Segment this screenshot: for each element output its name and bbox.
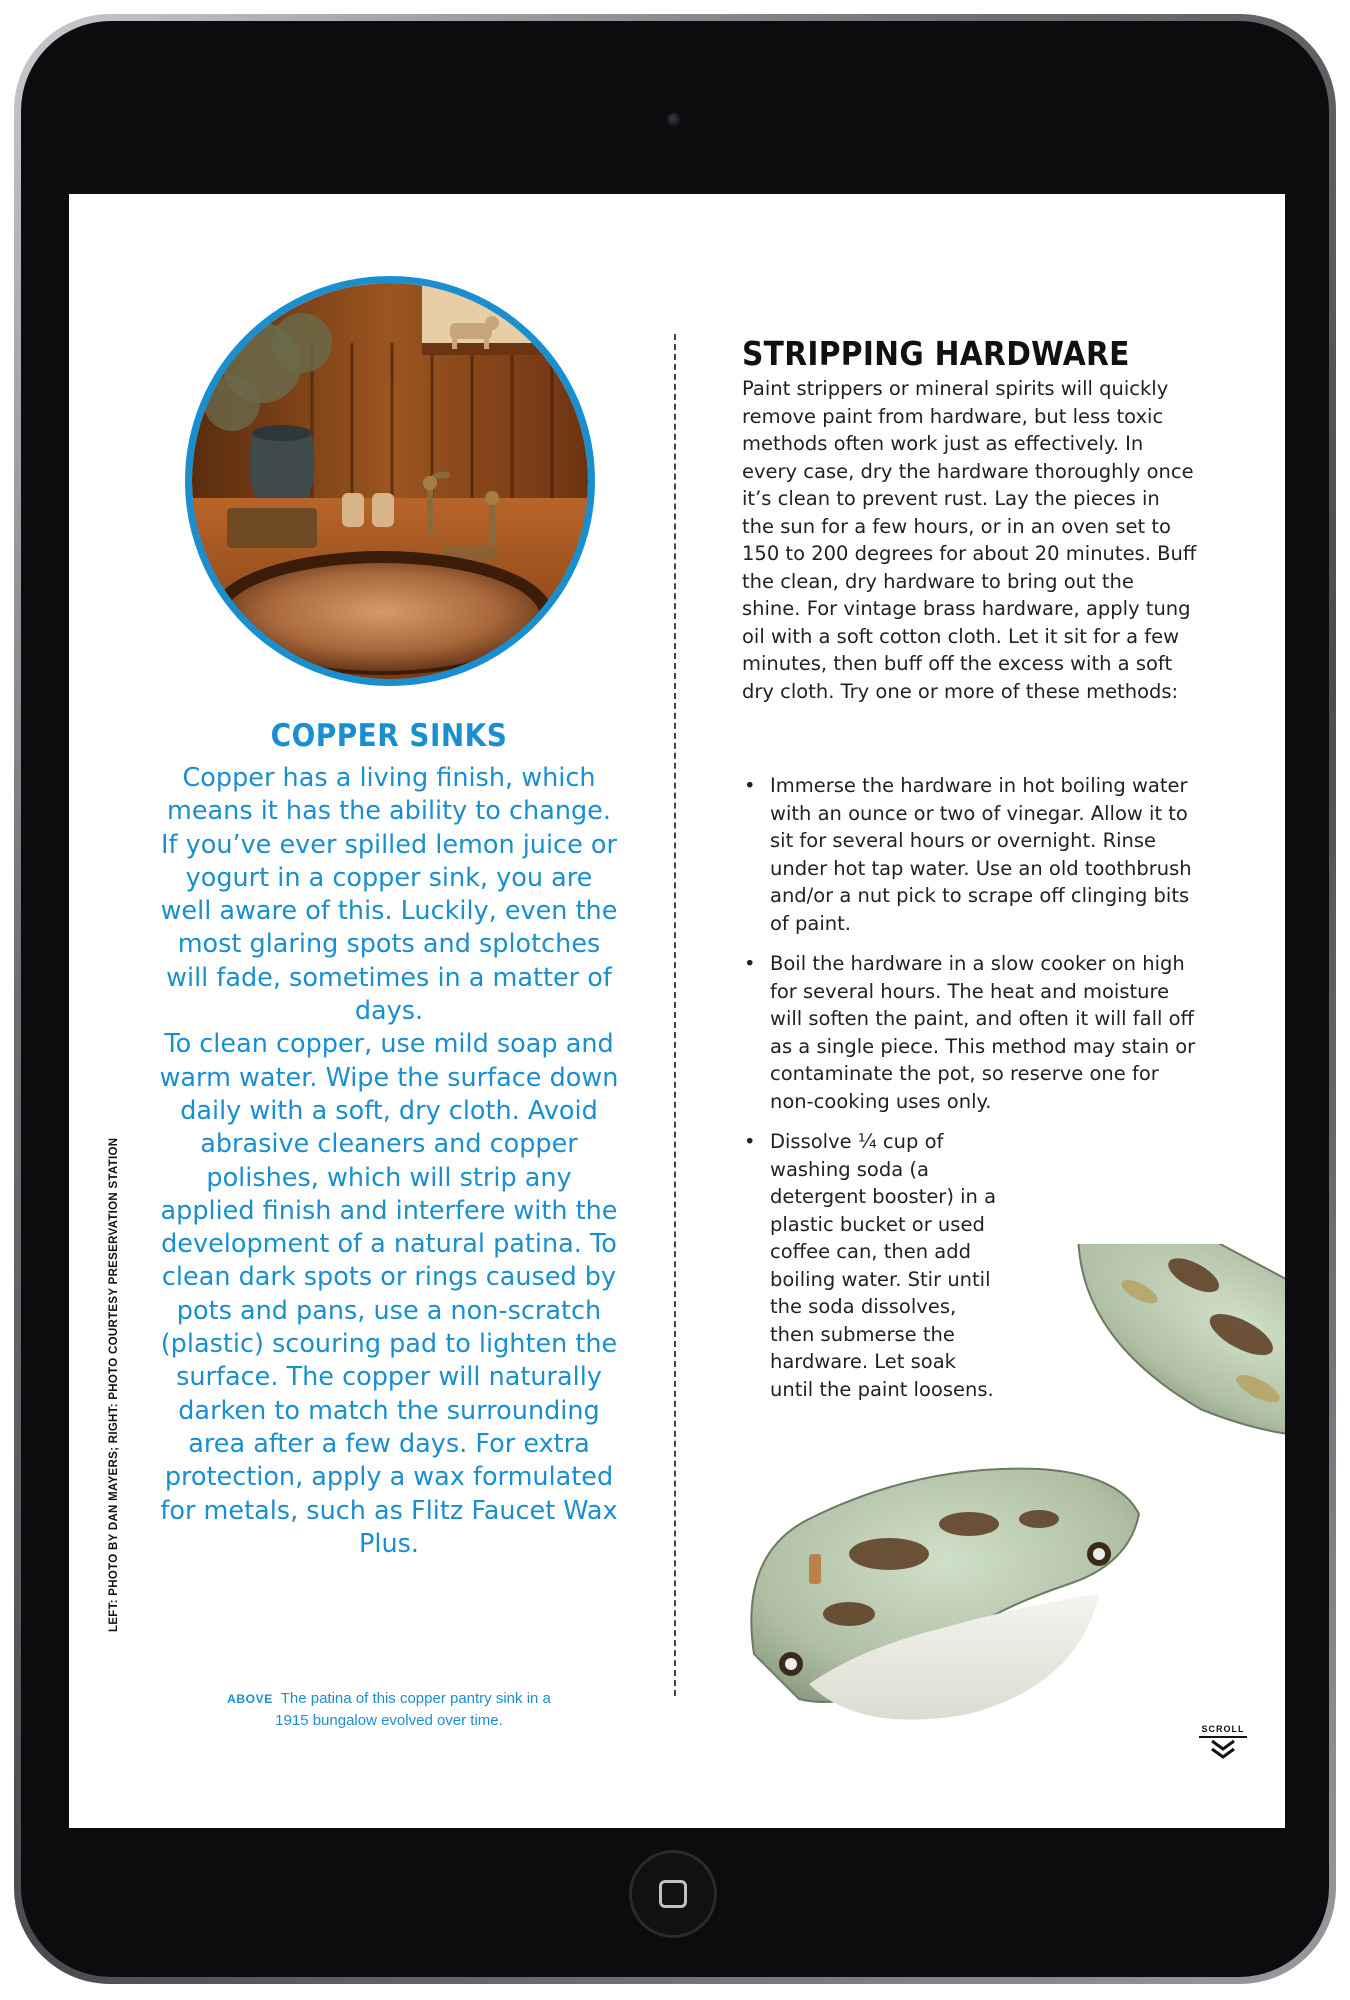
copper-sink-photo [185,276,595,686]
scroll-indicator[interactable] [1199,1724,1247,1764]
camera-icon [667,113,681,127]
photo-caption [209,1688,569,1731]
home-button[interactable] [629,1850,717,1938]
list-item-text: Boil the hardware in a slow cooker on high for several hours. The heat and moisture will soften the paint, and often it will fall off as a single piece. This method may stain or contaminate the pot, so reserve one for non-cooking uses only. [770,952,1196,1113]
caption-lead: ABOVE [227,1692,273,1706]
list-item-text: Immerse the hardware in hot boiling water with an ounce or two of vinegar. Allow it to sit for several hours or overnight. Rinse under hot tap water. Use an old toothbrush and/or a nut pick to scrape off clinging bits of paint. [770,774,1192,935]
home-button-icon [659,1880,687,1908]
photo-credit: LEFT: PHOTO BY DAN MAYERS; RIGHT: PHOTO COURTESY PRESERVATION STATION [108,1137,120,1632]
list-item [742,772,1197,937]
scroll-label: SCROLL [1199,1724,1247,1738]
upper-drawer-pull [1034,1244,1285,1494]
copper-sinks-paragraph-1: Copper has a living finish, which means it has the ability to change. If you’ve ever spilled lemon juice or yogurt in a copper sink, you are well aware of this. Luckily, even the most glaring spots and splotches will fade, sometimes in a matter of days. [160,763,618,1027]
painted-drawer-pulls-photo [739,1244,1285,1744]
list-item [742,950,1197,1115]
stripping-hardware-intro-text: Paint strippers or mineral spirits will quickly remove paint from hardware, but less toxic methods often work just as effectively. In every case, dry the hardware thoroughly once it’s clean to prevent rust. Lay the pieces in the sun for a few hours, or in an oven set to 150 to 200 degrees for about 20 minutes. Buff the clean, dry hardware to bring out the shine. For vintage brass hardware, apply tung oil with a soft cotton cloth. Let it sit for a few minutes, then buff off the excess with a soft dry cloth. Try one or more of these methods: [742,377,1197,703]
copper-sinks-paragraph-2: To clean copper, use mild soap and warm water. Wipe the surface down daily with a soft, dry cloth. Avoid abrasive cleaners and copper polishes, which will strip any applied finish and interfere with the development of a natural patina. To clean dark spots or rings caused by pots and pans, use a non-scratch (plastic) scouring pad to lighten the surface. The copper will naturally darken to match the surrounding area after a few days. For extra protection, apply a wax formulated for metals, such as Flitz Faucet Wax Plus. [159,1029,619,1559]
bullet-icon: • [744,1130,756,1153]
list-item-text: Dissolve ¼ cup of washing soda (a detergent booster) in a plastic bucket or used coffee can, then add boiling water. Stir until the soda dissolves, then submerse the hardware. Let soak until the paint loosens. [770,1130,997,1401]
caption-text: The patina of this copper pantry sink in a 1915 bungalow evolved over time. [275,1690,551,1729]
bullet-icon: • [744,774,756,797]
stripping-hardware-heading: STRIPPING HARDWARE [742,334,1130,373]
copper-sinks-body [159,762,619,1561]
stripping-hardware-intro [742,375,1197,705]
copper-sink-illustration [192,283,588,679]
bullet-icon: • [744,952,756,975]
copper-sinks-heading: COPPER SINKS [270,718,508,754]
lower-drawer-pull [751,1469,1139,1720]
column-divider [674,334,676,1696]
magazine-page [69,194,1285,1828]
double-chevron-down-icon [1209,1738,1237,1760]
